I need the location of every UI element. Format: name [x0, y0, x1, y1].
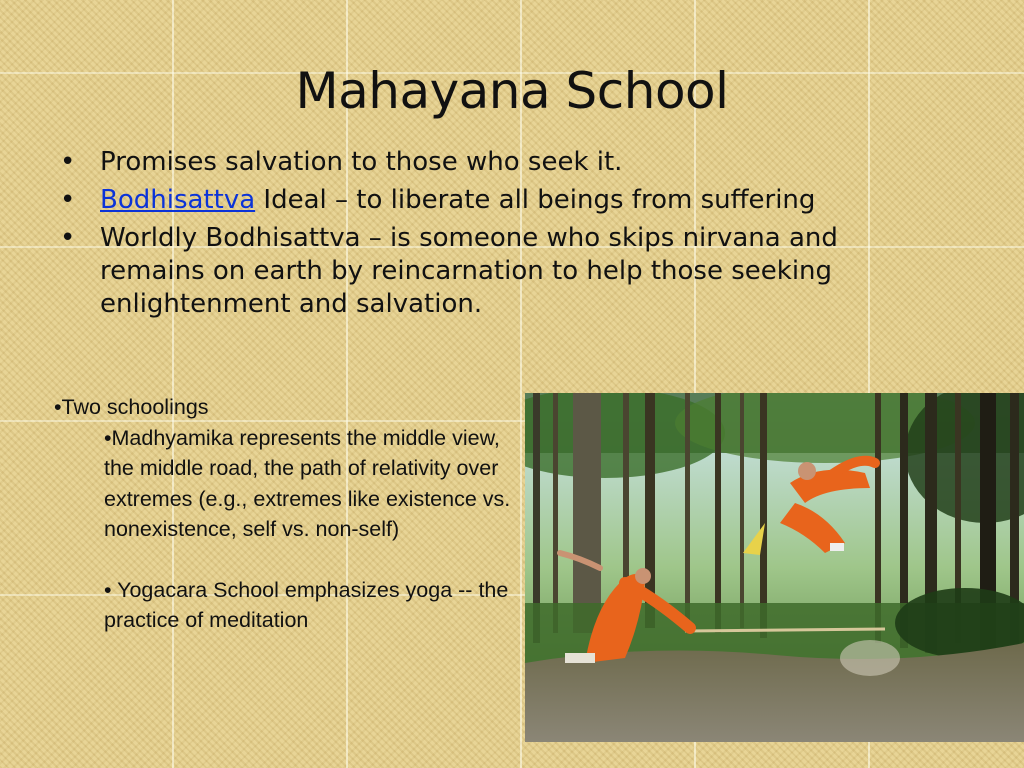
tree-trunk — [685, 393, 690, 623]
slide-title: Mahayana School — [295, 62, 729, 120]
yogacara-item: • Yogacara School emphasizes yoga -- the practice of meditation — [104, 577, 509, 632]
madhyamika-item: •Madhyamika represents the middle view, the middle road, the path of relativity over extremes (e.g., extremes like existence vs. nonexistence, self vs. non-self) — [104, 425, 511, 541]
bullet-text: Ideal – to liberate all beings from suffering — [255, 185, 816, 215]
schoolings-textbox — [54, 392, 514, 636]
schoolings-heading: •Two schoolings — [54, 395, 209, 419]
bullet-item — [56, 146, 846, 179]
tree-trunk — [553, 393, 558, 633]
staff — [685, 629, 885, 631]
bullet-dot: • — [60, 185, 76, 215]
bullet-item — [56, 184, 846, 217]
spacer — [54, 545, 514, 575]
bullet-dot: • — [60, 147, 76, 177]
tree-trunk — [760, 393, 767, 638]
tree-trunk — [573, 393, 601, 633]
bullet-text: Promises salvation to those who seek it. — [100, 147, 623, 177]
main-bullet-list — [56, 146, 846, 326]
bodhisattva-link[interactable]: Bodhisattva — [100, 185, 256, 215]
dust-cloud — [840, 640, 900, 676]
tree-trunk — [740, 393, 744, 628]
bullet-text: Worldly Bodhisattva – is someone who skips nirvana and remains on earth by reincarnation to help those seeking enlightenment and salvation. — [100, 223, 838, 319]
kung-fu-monks-photo — [525, 393, 1024, 742]
tree-trunk — [715, 393, 721, 633]
bullet-item — [56, 222, 846, 321]
bullet-dot: • — [60, 223, 76, 253]
